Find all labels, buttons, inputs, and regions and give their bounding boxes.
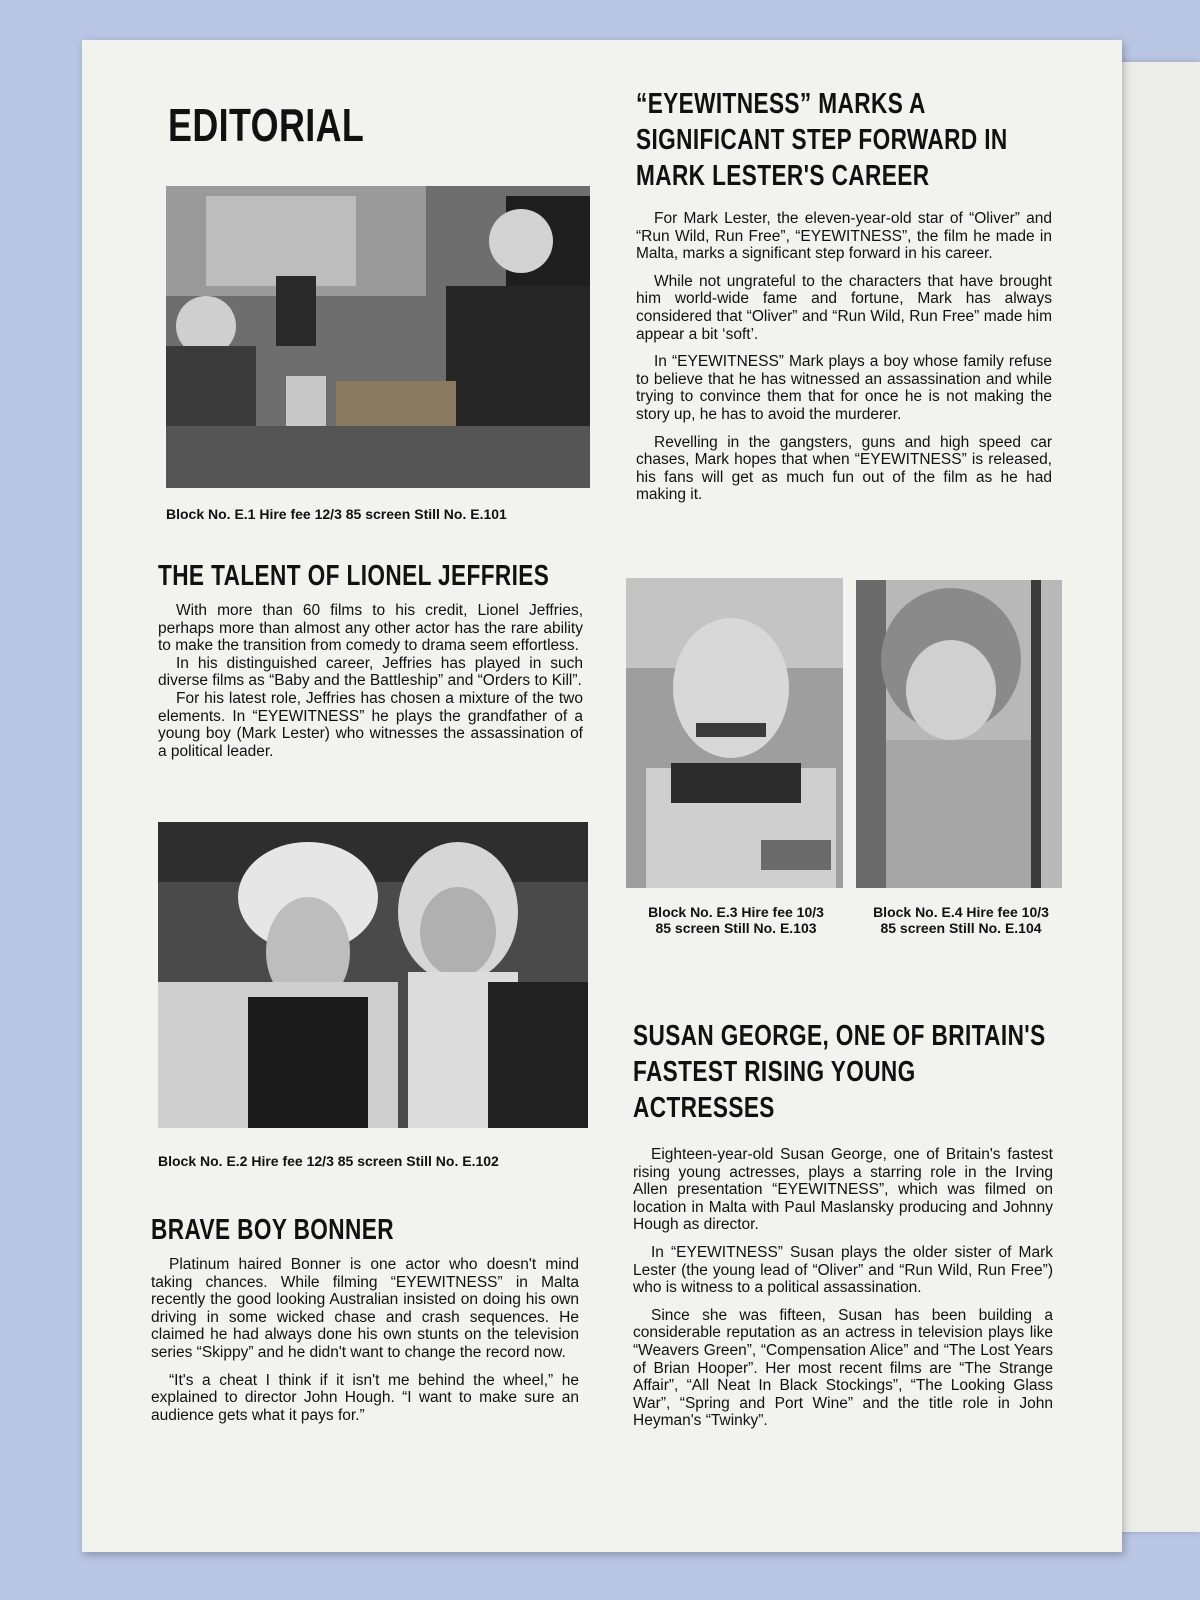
paragraph: For Mark Lester, the eleven-year-old star of “Oliver” and “Run Wild, Run Free”, “EYEWITNESS”, the film he made in Malta, marks a significant step forward in his career. <box>636 210 1052 263</box>
caption-e2: Block No. E.2 Hire fee 12/3 85 screen Still No. E.102 <box>158 1153 499 1169</box>
still-photo-e2 <box>158 822 588 1128</box>
heading-line: SUSAN GEORGE, ONE OF BRITAIN'S <box>633 1020 1046 1052</box>
paragraph: Revelling in the gangsters, guns and high speed car chases, Mark hopes that when “EYEWITNESS” is released, his fans will get as much fun out of the film as he had making it. <box>636 433 1052 504</box>
paragraph: Platinum haired Bonner is one actor who doesn't mind taking chances. While filming “EYEWITNESS” in Malta recently the good looking Australian insisted on doing his own driving in some wicked chase and crash sequences. He claimed he had always done his own stunts on the television series “Skippy” and he didn't want to change the record now. <box>151 1256 579 1361</box>
still-photo-icon <box>856 580 1062 888</box>
caption-e1: Block No. E.1 Hire fee 12/3 85 screen Still No. E.101 <box>166 506 507 522</box>
paragraph: With more than 60 films to his credit, Lionel Jeffries, perhaps more than almost any other actor has the rare ability to make the transition from comedy to drama seem effortless. <box>158 602 583 655</box>
heading-susan-george <box>633 1018 1162 1126</box>
editorial-title: EDITORIAL <box>168 99 365 151</box>
still-photo-icon <box>158 822 588 1128</box>
paragraph: Eighteen-year-old Susan George, one of Britain's fastest rising young actresses, plays a starring role in the Irving Allen presentation “EYEWITNESS”, which was filmed on location in Malta with Paul Maslansky producing and Johnny Hough as director. <box>633 1146 1053 1234</box>
caption-e3 <box>628 904 844 936</box>
heading-line: FASTEST RISING YOUNG <box>633 1056 916 1088</box>
paragraph: For his latest role, Jeffries has chosen a mixture of the two elements. In “EYEWITNESS” he plays the grandfather of a young boy (Mark Lester) who witnesses the assassination of a political leader. <box>158 689 583 760</box>
next-page-edge <box>1118 62 1200 1532</box>
caption-line: Block No. E.4 Hire fee 10/3 <box>873 904 1049 920</box>
heading-line: ACTRESSES <box>633 1092 775 1124</box>
bonner-article <box>151 1256 579 1434</box>
paragraph: While not ungrateful to the characters that have brought him world-wide fame and fortune, Mark has always considered that “Oliver” and “Run Wild, Run Free” made him appear a bit ‘soft’. <box>636 272 1052 343</box>
heading-line: SIGNIFICANT STEP FORWARD IN <box>636 124 1008 156</box>
paragraph: In his distinguished career, Jeffries has played in such diverse films as “Baby and the Battleship” and “Orders to Kill”. <box>158 654 583 690</box>
caption-line: Block No. E.3 Hire fee 10/3 <box>648 904 824 920</box>
heading-line: MARK LESTER'S CAREER <box>636 160 930 192</box>
heading-brave-boy-bonner: BRAVE BOY BONNER <box>151 1214 394 1246</box>
still-photo-icon <box>626 578 843 888</box>
still-photo-e4 <box>856 580 1062 888</box>
caption-line: 85 screen Still No. E.103 <box>655 920 817 936</box>
paragraph: Since she was fifteen, Susan has been building a considerable reputation as an actress in television plays like “Weavers Green”, “Compensation Alice” and “The Lost Years of Brian Hooper”. Her most recent films are “The Strange Affair”, “All Neat In Black Stockings”, “The Looking Glass War”, “Spring and Port Wine” and the title role in John Heyman's “Twinky”. <box>633 1306 1053 1430</box>
heading-mark-lester <box>636 86 1112 194</box>
still-photo-e1 <box>166 186 590 488</box>
lester-article <box>636 210 1052 514</box>
still-photo-icon <box>166 186 590 488</box>
paragraph: In “EYEWITNESS” Susan plays the older sister of Mark Lester (the young lead of “Oliver” and “Run Wild, Run Free”) who is witness to a political assassination. <box>633 1243 1053 1297</box>
still-photo-e3 <box>626 578 843 888</box>
caption-e4 <box>858 904 1064 936</box>
susan-article <box>633 1146 1053 1440</box>
heading-line: “EYEWITNESS” MARKS A <box>636 88 926 120</box>
heading-lionel-jeffries: THE TALENT OF LIONEL JEFFRIES <box>158 560 550 592</box>
caption-line: 85 screen Still No. E.104 <box>880 920 1042 936</box>
paragraph: “It's a cheat I think if it isn't me behind the wheel,” he explained to director John Hough. “I want to make sure an audience gets what it pays for.” <box>151 1371 579 1424</box>
lionel-article <box>158 602 583 760</box>
paragraph: In “EYEWITNESS” Mark plays a boy whose family refuse to believe that he has witnessed an assassination and while trying to convince them that for once he is not making the story up, he has to avoid the murderer. <box>636 353 1052 423</box>
